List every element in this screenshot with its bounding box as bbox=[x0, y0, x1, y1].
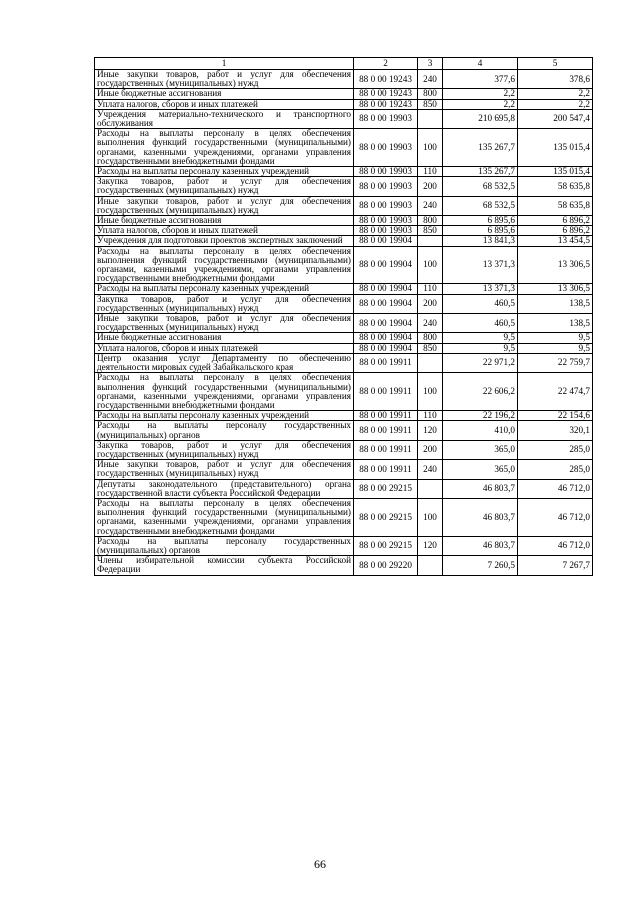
row-vr-cell: 800 bbox=[418, 216, 443, 226]
row-name-cell: Учреждения для подготовки проектов экспертных заключений bbox=[95, 236, 354, 246]
table-row bbox=[95, 498, 593, 536]
row-code-cell: 88 0 00 29215 bbox=[354, 479, 418, 498]
row-name-cell: Расходы на выплаты персоналу казенных учреждений bbox=[95, 167, 354, 177]
row-value-col5: 46 712,0 bbox=[518, 498, 593, 536]
row-vr-cell: 850 bbox=[418, 226, 443, 236]
row-name-cell: Иные закупки товаров, работ и услуг для обеспечения государственных (муниципальных) нужд bbox=[95, 196, 354, 215]
row-vr-cell: 240 bbox=[418, 460, 443, 479]
row-code-cell: 88 0 00 19904 bbox=[354, 284, 418, 294]
row-vr-cell bbox=[418, 236, 443, 246]
table-row bbox=[95, 284, 593, 294]
row-code-cell: 88 0 00 19904 bbox=[354, 236, 418, 246]
row-name-cell: Расходы на выплаты персоналу в целях обеспечения выполнения функций государственными (муниципальными) органами, казенными учреждениями, органами управления государственными внебюджетными фондами bbox=[95, 373, 354, 411]
row-code-cell: 88 0 00 19904 bbox=[354, 294, 418, 313]
row-value-col4: 365,0 bbox=[443, 460, 518, 479]
table-row bbox=[95, 129, 593, 167]
row-vr-cell: 200 bbox=[418, 177, 443, 196]
row-value-col5: 13 306,5 bbox=[518, 246, 593, 284]
row-value-col4: 377,6 bbox=[443, 70, 518, 89]
row-value-col4: 22 971,2 bbox=[443, 353, 518, 372]
row-name-cell: Закупка товаров, работ и услуг для обеспечения государственных (муниципальных) нужд bbox=[95, 177, 354, 196]
row-vr-cell: 200 bbox=[418, 294, 443, 313]
row-vr-cell bbox=[418, 353, 443, 372]
table-row bbox=[95, 353, 593, 372]
row-value-col5: 135 015,4 bbox=[518, 129, 593, 167]
table-row bbox=[95, 460, 593, 479]
row-vr-cell: 120 bbox=[418, 421, 443, 440]
row-value-col4: 7 260,5 bbox=[443, 556, 518, 575]
row-code-cell: 88 0 00 19903 bbox=[354, 167, 418, 177]
row-value-col5: 22 759,7 bbox=[518, 353, 593, 372]
row-value-col5: 13 306,5 bbox=[518, 284, 593, 294]
row-code-cell: 88 0 00 19911 bbox=[354, 353, 418, 372]
row-value-col5: 7 267,7 bbox=[518, 556, 593, 575]
row-name-cell: Расходы на выплаты персоналу государственных (муниципальных) органов bbox=[95, 536, 354, 555]
table-row bbox=[95, 177, 593, 196]
row-code-cell: 88 0 00 19903 bbox=[354, 129, 418, 167]
row-vr-cell: 240 bbox=[418, 314, 443, 333]
row-name-cell: Уплата налогов, сборов и иных платежей bbox=[95, 99, 354, 109]
row-value-col5: 9,5 bbox=[518, 343, 593, 353]
table-row bbox=[95, 556, 593, 575]
row-value-col4: 68 532,5 bbox=[443, 177, 518, 196]
row-value-col4: 46 803,7 bbox=[443, 536, 518, 555]
row-value-col5: 378,6 bbox=[518, 70, 593, 89]
table-row bbox=[95, 343, 593, 353]
row-value-col4: 135 267,7 bbox=[443, 167, 518, 177]
row-vr-cell: 800 bbox=[418, 89, 443, 99]
row-name-cell: Закупка товаров, работ и услуг для обеспечения государственных (муниципальных) нужд bbox=[95, 294, 354, 313]
row-name-cell: Члены избирательной комиссии субъекта Российской Федерации bbox=[95, 556, 354, 575]
row-code-cell: 88 0 00 19911 bbox=[354, 373, 418, 411]
table-row bbox=[95, 411, 593, 421]
row-value-col5: 2,2 bbox=[518, 89, 593, 99]
row-value-col4: 46 803,7 bbox=[443, 479, 518, 498]
row-value-col5: 22 154,6 bbox=[518, 411, 593, 421]
row-value-col4: 46 803,7 bbox=[443, 498, 518, 536]
row-name-cell: Расходы на выплаты персоналу казенных учреждений bbox=[95, 284, 354, 294]
row-vr-cell: 120 bbox=[418, 536, 443, 555]
row-value-col5: 6 896,2 bbox=[518, 216, 593, 226]
row-value-col5: 58 635,8 bbox=[518, 177, 593, 196]
row-value-col4: 2,2 bbox=[443, 99, 518, 109]
row-code-cell: 88 0 00 19911 bbox=[354, 460, 418, 479]
row-code-cell: 88 0 00 19903 bbox=[354, 177, 418, 196]
row-name-cell: Иные бюджетные ассигнования bbox=[95, 89, 354, 99]
table-row bbox=[95, 226, 593, 236]
row-vr-cell bbox=[418, 556, 443, 575]
row-code-cell: 88 0 00 29220 bbox=[354, 556, 418, 575]
table-row bbox=[95, 421, 593, 440]
row-value-col4: 68 532,5 bbox=[443, 196, 518, 215]
row-code-cell: 88 0 00 19911 bbox=[354, 421, 418, 440]
row-value-col4: 2,2 bbox=[443, 89, 518, 99]
row-vr-cell: 100 bbox=[418, 373, 443, 411]
table-row bbox=[95, 294, 593, 313]
header-col-3: 3 bbox=[418, 58, 443, 70]
page-number: 66 bbox=[314, 857, 326, 871]
row-value-col4: 13 371,3 bbox=[443, 284, 518, 294]
row-value-col4: 365,0 bbox=[443, 440, 518, 459]
row-code-cell: 88 0 00 19903 bbox=[354, 196, 418, 215]
table-row bbox=[95, 373, 593, 411]
row-code-cell: 88 0 00 19243 bbox=[354, 70, 418, 89]
row-name-cell: Учреждения материально-технического и транспортного обслуживания bbox=[95, 109, 354, 128]
row-vr-cell: 200 bbox=[418, 440, 443, 459]
row-value-col4: 460,5 bbox=[443, 294, 518, 313]
row-value-col4: 6 895,6 bbox=[443, 226, 518, 236]
row-code-cell: 88 0 00 19903 bbox=[354, 226, 418, 236]
table-row bbox=[95, 440, 593, 459]
row-value-col4: 460,5 bbox=[443, 314, 518, 333]
row-vr-cell: 800 bbox=[418, 333, 443, 343]
row-code-cell: 88 0 00 19903 bbox=[354, 216, 418, 226]
row-code-cell: 88 0 00 19911 bbox=[354, 411, 418, 421]
row-code-cell: 88 0 00 19904 bbox=[354, 246, 418, 284]
row-value-col5: 22 474,7 bbox=[518, 373, 593, 411]
row-name-cell: Расходы на выплаты персоналу в целях обеспечения выполнения функций государственными (муниципальными) органами, казенными учреждениями, органами управления государственными внебюджетными фондами bbox=[95, 246, 354, 284]
header-col-4: 4 bbox=[443, 58, 518, 70]
row-name-cell: Иные бюджетные ассигнования bbox=[95, 333, 354, 343]
row-value-col4: 135 267,7 bbox=[443, 129, 518, 167]
row-value-col5: 135 015,4 bbox=[518, 167, 593, 177]
row-value-col5: 6 896,2 bbox=[518, 226, 593, 236]
row-vr-cell: 850 bbox=[418, 343, 443, 353]
row-value-col5: 58 635,8 bbox=[518, 196, 593, 215]
row-name-cell: Иные закупки товаров, работ и услуг для обеспечения государственных (муниципальных) нужд bbox=[95, 70, 354, 89]
row-name-cell: Расходы на выплаты персоналу государственных (муниципальных) органов bbox=[95, 421, 354, 440]
row-name-cell: Уплата налогов, сборов и иных платежей bbox=[95, 343, 354, 353]
row-value-col4: 13 841,3 bbox=[443, 236, 518, 246]
row-value-col4: 410,0 bbox=[443, 421, 518, 440]
table-row bbox=[95, 333, 593, 343]
row-value-col5: 13 454,5 bbox=[518, 236, 593, 246]
header-col-5: 5 bbox=[518, 58, 593, 70]
table-row bbox=[95, 246, 593, 284]
row-name-cell: Иные закупки товаров, работ и услуг для обеспечения государственных (муниципальных) нужд bbox=[95, 460, 354, 479]
row-code-cell: 88 0 00 19911 bbox=[354, 440, 418, 459]
row-vr-cell bbox=[418, 479, 443, 498]
row-name-cell: Иные закупки товаров, работ и услуг для обеспечения государственных (муниципальных) нужд bbox=[95, 314, 354, 333]
row-value-col4: 22 196,2 bbox=[443, 411, 518, 421]
row-name-cell: Расходы на выплаты персоналу казенных учреждений bbox=[95, 411, 354, 421]
row-vr-cell bbox=[418, 109, 443, 128]
row-vr-cell: 100 bbox=[418, 129, 443, 167]
row-value-col5: 285,0 bbox=[518, 460, 593, 479]
header-col-2: 2 bbox=[354, 58, 418, 70]
row-value-col5: 138,5 bbox=[518, 314, 593, 333]
row-name-cell: Депутаты законодательного (представительного) органа государственной власти субъекта Российской Федерации bbox=[95, 479, 354, 498]
row-code-cell: 88 0 00 29215 bbox=[354, 536, 418, 555]
table-row bbox=[95, 109, 593, 128]
row-value-col5: 200 547,4 bbox=[518, 109, 593, 128]
table-row bbox=[95, 479, 593, 498]
row-name-cell: Закупка товаров, работ и услуг для обеспечения государственных (муниципальных) нужд bbox=[95, 440, 354, 459]
row-value-col4: 9,5 bbox=[443, 343, 518, 353]
table-row bbox=[95, 536, 593, 555]
row-value-col5: 46 712,0 bbox=[518, 536, 593, 555]
row-value-col5: 2,2 bbox=[518, 99, 593, 109]
row-code-cell: 88 0 00 19904 bbox=[354, 314, 418, 333]
table-row bbox=[95, 167, 593, 177]
table-row bbox=[95, 196, 593, 215]
row-vr-cell: 110 bbox=[418, 411, 443, 421]
row-value-col4: 22 606,2 bbox=[443, 373, 518, 411]
row-name-cell: Центр оказания услуг Департаменту по обеспечению деятельности мировых судей Забайкальского края bbox=[95, 353, 354, 372]
row-vr-cell: 100 bbox=[418, 246, 443, 284]
row-code-cell: 88 0 00 19903 bbox=[354, 109, 418, 128]
row-value-col5: 9,5 bbox=[518, 333, 593, 343]
table-row bbox=[95, 314, 593, 333]
row-value-col4: 210 695,8 bbox=[443, 109, 518, 128]
row-name-cell: Расходы на выплаты персоналу в целях обеспечения выполнения функций государственными (муниципальными) органами, казенными учреждениями, органами управления государственными внебюджетными фондами bbox=[95, 129, 354, 167]
row-value-col4: 13 371,3 bbox=[443, 246, 518, 284]
header-col-1: 1 bbox=[95, 58, 354, 70]
table-row bbox=[95, 89, 593, 99]
row-name-cell: Уплата налогов, сборов и иных платежей bbox=[95, 226, 354, 236]
row-vr-cell: 110 bbox=[418, 284, 443, 294]
row-code-cell: 88 0 00 19904 bbox=[354, 333, 418, 343]
row-name-cell: Иные бюджетные ассигнования bbox=[95, 216, 354, 226]
row-value-col4: 9,5 bbox=[443, 333, 518, 343]
row-value-col5: 285,0 bbox=[518, 440, 593, 459]
row-vr-cell: 100 bbox=[418, 498, 443, 536]
row-vr-cell: 240 bbox=[418, 196, 443, 215]
row-vr-cell: 240 bbox=[418, 70, 443, 89]
row-code-cell: 88 0 00 19243 bbox=[354, 99, 418, 109]
row-vr-cell: 110 bbox=[418, 167, 443, 177]
table-row bbox=[95, 70, 593, 89]
row-value-col5: 46 712,0 bbox=[518, 479, 593, 498]
row-value-col5: 320,1 bbox=[518, 421, 593, 440]
row-code-cell: 88 0 00 19904 bbox=[354, 343, 418, 353]
table-row bbox=[95, 216, 593, 226]
row-name-cell: Расходы на выплаты персоналу в целях обеспечения выполнения функций государственными (муниципальными) органами, казенными учреждениями, органами управления государственными внебюджетными фондами bbox=[95, 498, 354, 536]
row-code-cell: 88 0 00 29215 bbox=[354, 498, 418, 536]
budget-table bbox=[94, 57, 593, 576]
table-row bbox=[95, 99, 593, 109]
row-value-col4: 6 895,6 bbox=[443, 216, 518, 226]
table-row bbox=[95, 236, 593, 246]
row-vr-cell: 850 bbox=[418, 99, 443, 109]
table-header-row bbox=[95, 58, 593, 70]
row-code-cell: 88 0 00 19243 bbox=[354, 89, 418, 99]
row-value-col5: 138,5 bbox=[518, 294, 593, 313]
